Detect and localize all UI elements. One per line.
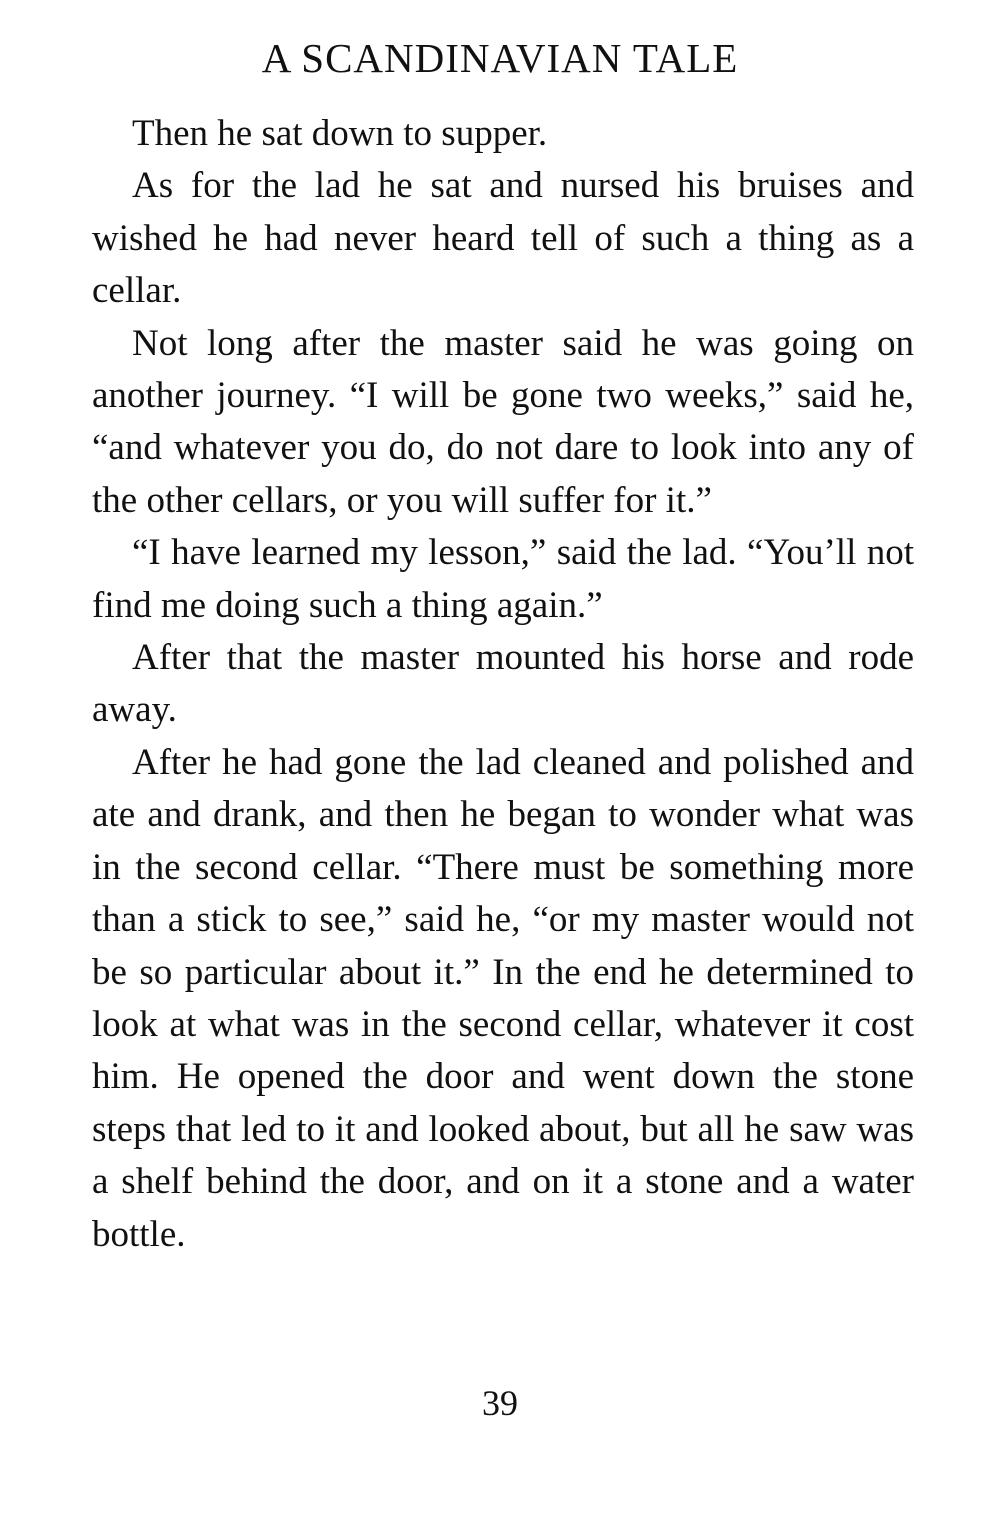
paragraph-1: Then he sat down to supper. xyxy=(132,113,548,154)
paragraph-2: As for the lad he sat and nursed his bruises and wished he had never heard tell of such a thing as a cellar. xyxy=(92,165,914,312)
running-head: A SCANDINAVIAN TALE xyxy=(261,35,739,81)
paragraph-5: After that the master mounted his horse and rode away. xyxy=(92,637,914,731)
page-number: 39 xyxy=(482,1383,518,1423)
paragraph-3: Not long after the master said he was going on another journey. “I will be gone two weeks,” said he, “and whatever you do, do not dare to look into any of the other cellars, or you will suffer for it.” xyxy=(92,322,914,521)
paragraph-6: After he had gone the lad cleaned and polished and ate and drank, and then he began to wonder what was in the second cellar. “There must be something more than a stick to see,” said he, “or my master would not be so particular about it.” In the end he determined to look at what was in the second cellar, whatever it cost him. He opened the door and went down the stone steps that led to it and looked about, but all he saw was a shelf behind the door, and on it a stone and a water bottle. xyxy=(92,741,914,1255)
body-text xyxy=(92,108,914,1261)
paragraph-4: “I have learned my lesson,” said the lad. “You’ll not find me doing such a thing again.” xyxy=(92,532,914,626)
